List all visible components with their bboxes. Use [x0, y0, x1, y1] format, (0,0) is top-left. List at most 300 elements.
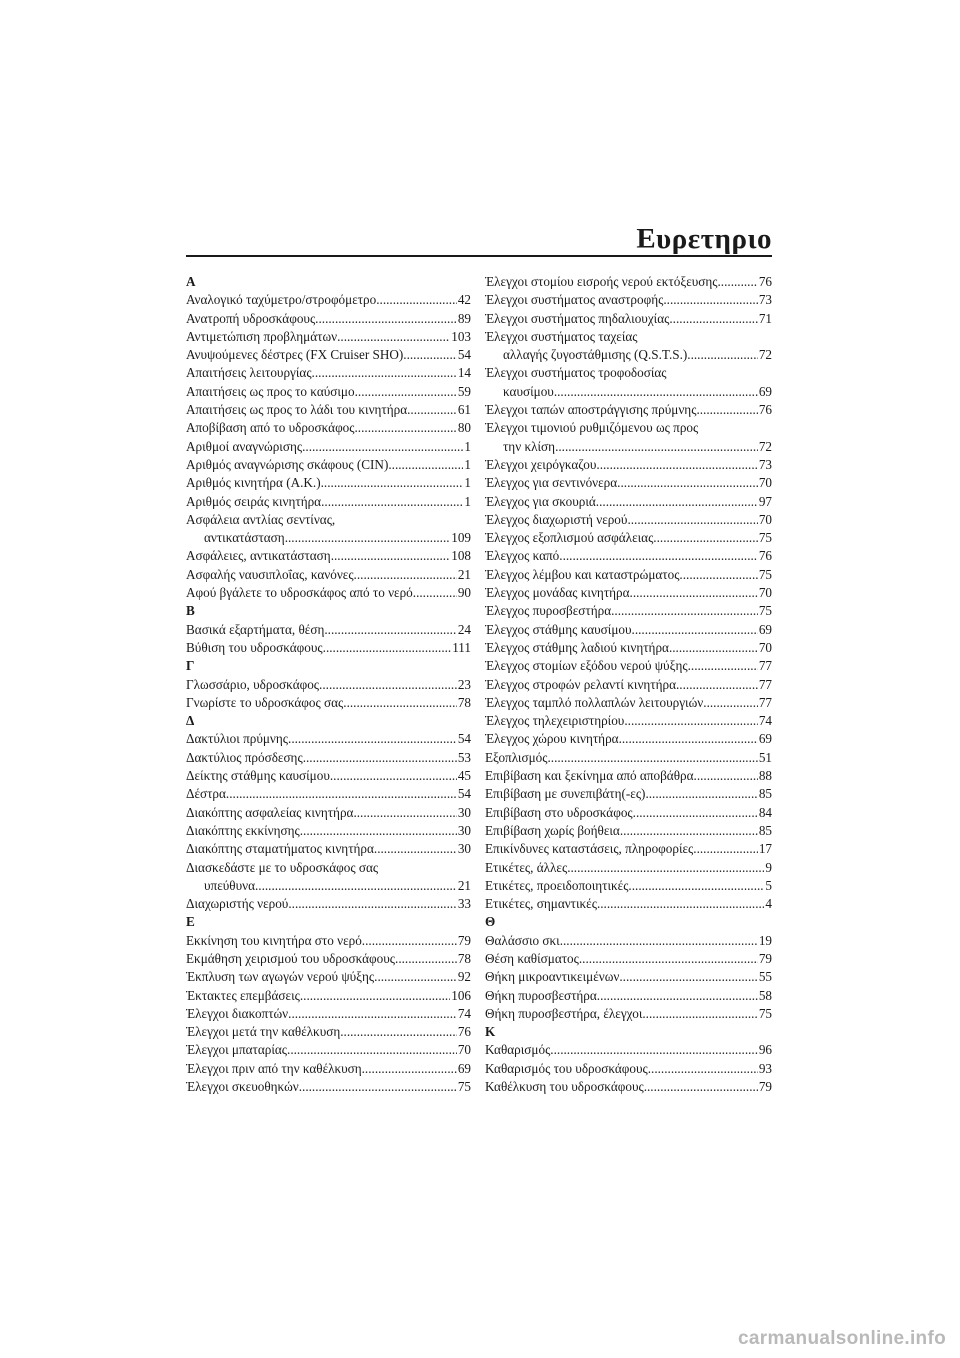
index-entry-text: Έλεγχοι χειρόγκαζου: [485, 456, 597, 472]
dot-leader: [303, 749, 457, 767]
dot-leader: [355, 383, 457, 401]
index-entry: [186, 639, 471, 657]
index-entry-text: Απαιτήσεις ως προς το καύσιμο: [186, 383, 355, 399]
page-number: 93: [758, 1060, 772, 1076]
dot-leader: [560, 932, 758, 950]
index-entry-text: Έλεγχος διαχωριστή νερού: [485, 511, 628, 527]
index-entry-text: Έλεγχοι συστήματος πηδαλιουχίας: [485, 310, 670, 326]
index-entry: [485, 859, 772, 877]
page-number: 73: [758, 456, 772, 472]
page-number: 59: [457, 383, 471, 399]
dot-leader: [321, 474, 464, 492]
index-entry-text: Έλεγχος για σεντινόνερα: [485, 475, 618, 491]
page-number: 109: [451, 530, 471, 546]
dot-leader: [611, 602, 758, 620]
index-entry-text: Δακτύλιος πρόσδεσης: [186, 749, 303, 765]
index-entry-text: Επιβίβαση με συνεπιβάτη(-ες): [485, 786, 646, 802]
index-entry-text: Ανατροπή υδροσκάφους: [186, 310, 316, 326]
dot-leader: [688, 657, 758, 675]
dot-leader: [374, 840, 457, 858]
index-entry-text: υπεύθυνα: [204, 877, 255, 893]
index-entry: [186, 456, 471, 474]
index-entry: [186, 584, 471, 602]
page-number: 76: [457, 1024, 471, 1040]
index-entry-text: Αναλογικό ταχύμετρο/στροφόμετρο: [186, 292, 377, 308]
page-number: 75: [758, 1005, 772, 1021]
index-entry: [485, 840, 772, 858]
dot-leader: [632, 621, 758, 639]
page-number: 72: [758, 438, 772, 454]
page-number: 21: [457, 877, 471, 893]
page-number: 106: [451, 987, 471, 1003]
index-entry-text: Έκτακτες επεμβάσεις: [186, 987, 300, 1003]
index-entry-text: Θήκη μικροαντικειμένων: [485, 969, 620, 985]
index-entry-text: Έλεγχοι μπαταρίας: [186, 1042, 288, 1058]
index-entry-text: Αριθμός σειράς κινητήρα: [186, 493, 322, 509]
index-entry-text: Αριθμός κινητήρα (Α.Κ.): [186, 475, 321, 491]
page-number: 79: [758, 1079, 772, 1095]
index-entry-text: Έλεγχος για σκουριά: [485, 493, 596, 509]
page-number: 72: [758, 347, 772, 363]
index-entry: [485, 1060, 772, 1078]
dot-leader: [669, 310, 757, 328]
index-entry-text: Απαιτήσεις ως προς το λάδι του κινητήρα: [186, 402, 408, 418]
index-entry-text: Εξοπλισμός: [485, 749, 548, 765]
index-entry: [186, 621, 471, 639]
index-entry-text: Ετικέτες, σημαντικές: [485, 896, 597, 912]
dot-leader: [407, 401, 457, 419]
page-number: 77: [758, 676, 772, 692]
index-entry: [186, 566, 471, 584]
index-entry-text: Έλεγχος πυροσβεστήρα: [485, 603, 612, 619]
index-entry-text: Αφού βγάλετε το υδροσκάφος από το νερό: [186, 585, 413, 601]
index-entry-text: Β: [186, 603, 195, 619]
index-entry-text: Έλεγχος στάθμης καυσίμου: [485, 621, 632, 637]
dot-leader: [597, 987, 758, 1005]
dot-leader: [321, 493, 463, 511]
index-entry-text: Κ: [485, 1024, 496, 1040]
index-entry-text: Θέση καθίσματος: [485, 950, 579, 966]
page-number: 69: [457, 1060, 471, 1076]
page-number: 9: [765, 859, 772, 875]
page-number: 70: [758, 639, 772, 655]
page-number: 23: [457, 676, 471, 692]
index-entry: [485, 584, 772, 602]
dot-leader: [340, 1023, 457, 1041]
index-entry: [485, 1041, 772, 1059]
index-entry-text: Καθέλκυση του υδροσκάφους: [485, 1079, 644, 1095]
dot-leader: [288, 730, 457, 748]
index-entry: [485, 895, 772, 913]
dot-leader: [299, 1078, 457, 1096]
dot-leader: [554, 383, 758, 401]
index-entry: [485, 657, 772, 675]
page-number: 90: [457, 585, 471, 601]
index-entry-text: Έλεγχοι τιμονιού ρυθμιζόμενου ως προς: [485, 420, 699, 436]
page-number: 76: [758, 274, 772, 289]
index-entry: [186, 364, 471, 382]
index-entry: [485, 456, 772, 474]
dot-leader: [597, 895, 764, 913]
page-number: 4: [765, 896, 772, 912]
index-entry: [485, 676, 772, 694]
page-number: 17: [758, 841, 772, 857]
page-number: 78: [457, 950, 471, 966]
index-entry: [186, 1078, 471, 1096]
index-entry-text: Αποβίβαση από το υδροσκάφος: [186, 420, 355, 436]
dot-leader: [559, 547, 758, 565]
dot-leader: [644, 1078, 758, 1096]
index-entry: [186, 859, 471, 877]
index-entry-text: Διασκεδάστε με το υδροσκάφος σας: [186, 859, 379, 875]
dot-leader: [567, 859, 764, 877]
dot-leader: [285, 529, 451, 547]
index-entry-text: Θήκη πυροσβεστήρα: [485, 987, 597, 1003]
index-entry: [485, 712, 772, 730]
index-entry: [485, 438, 772, 456]
page-number: 45: [457, 768, 471, 784]
index-entry: [186, 1023, 471, 1041]
index-entry: [485, 346, 772, 364]
page-number: 85: [758, 786, 772, 802]
index-entry: [186, 932, 471, 950]
dot-leader: [645, 785, 757, 803]
dot-leader: [319, 676, 457, 694]
dot-leader: [653, 529, 758, 547]
index-entry-text: Έλεγχοι συστήματος τροφοδοσίας: [485, 365, 667, 381]
page-number: 75: [457, 1079, 471, 1095]
index-entry: [485, 932, 772, 950]
page-number: 54: [457, 731, 471, 747]
page-number: 76: [758, 548, 772, 564]
page-number: 69: [758, 731, 772, 747]
index-entry-text: Θαλάσσιο σκι: [485, 932, 560, 948]
page-number: 108: [451, 548, 471, 564]
section-letter: [186, 913, 471, 931]
page-number: 74: [457, 1005, 471, 1021]
index-entry: [485, 1005, 772, 1023]
dot-leader: [388, 456, 463, 474]
dot-leader: [693, 840, 758, 858]
page-number: 14: [457, 365, 471, 381]
index-entry: [485, 987, 772, 1005]
page-number: 33: [457, 896, 471, 912]
page-number: 1: [464, 493, 471, 509]
index-entry: [485, 730, 772, 748]
index-entry-text: Έλεγχος τηλεχειριστηρίου: [485, 713, 625, 729]
dot-leader: [630, 584, 758, 602]
dot-leader: [555, 438, 758, 456]
page-number: 84: [758, 804, 772, 820]
index-entry: [485, 529, 772, 547]
index-entry-text: Ε: [186, 914, 195, 930]
dot-leader: [547, 749, 757, 767]
page-number: 73: [758, 292, 772, 308]
index-entry: [485, 328, 772, 346]
page-number: 21: [457, 566, 471, 582]
dot-leader: [619, 968, 757, 986]
page-number: 80: [457, 420, 471, 436]
watermark-logo: carmanualsonline.info: [738, 1328, 946, 1349]
index-entry: [186, 511, 471, 529]
dot-leader: [628, 877, 764, 895]
dot-leader: [330, 767, 457, 785]
page-number: 1: [464, 456, 471, 472]
section-letter: [485, 913, 772, 931]
index-entry-text: Έλεγχος χώρου κινητήρα: [485, 731, 619, 747]
index-entry-text: Ανυψούμενες δέστρες (FX Cruiser SHO): [186, 347, 404, 363]
index-entry-text: Δέστρα: [186, 786, 226, 802]
index-entry: [186, 694, 471, 712]
index-entry-text: Έκπλυση των αγωγών νερού ψύξης: [186, 969, 375, 985]
dot-leader: [696, 401, 757, 419]
index-entry: [485, 822, 772, 840]
page-number: 70: [758, 475, 772, 491]
dot-leader: [413, 584, 457, 602]
index-entry-text: Έλεγχος ταμπλό πολλαπλών λειτουργιών: [485, 694, 704, 710]
index-entry-text: Βύθιση του υδροσκάφους: [186, 639, 323, 655]
dot-leader: [687, 346, 758, 364]
dot-leader: [337, 328, 450, 346]
index-entry-text: Διακόπτης ασφαλείας κινητήρα: [186, 804, 354, 820]
index-entry-text: Θ: [485, 914, 496, 930]
index-entry: [485, 749, 772, 767]
index-entry-text: Επικίνδυνες καταστάσεις, πληροφορίες: [485, 841, 694, 857]
page-number: 69: [758, 621, 772, 637]
index-entry-text: Έλεγχος καπό: [485, 548, 560, 564]
index-entry-text: Έλεγχοι ταπών αποστράγγισης πρύμνης: [485, 402, 697, 418]
section-letter: [186, 712, 471, 730]
index-entry: [485, 602, 772, 620]
index-entry: [485, 639, 772, 657]
index-entry-text: Έλεγχος στάθμης λαδιού κινητήρα: [485, 639, 669, 655]
page-number: 70: [758, 511, 772, 527]
page-number: 75: [758, 603, 772, 619]
index-entry-text: Καθαρισμός του υδροσκάφους: [485, 1060, 648, 1076]
page-number: 5: [765, 877, 772, 893]
index-entry: [186, 895, 471, 913]
index-entry-text: Έλεγχος μονάδας κινητήρα: [485, 585, 630, 601]
page-number: 75: [758, 566, 772, 582]
index-entry-text: Ετικέτες, προειδοποιητικές: [485, 877, 629, 893]
dot-leader: [703, 694, 758, 712]
page-number: 71: [758, 310, 772, 326]
index-entry: [186, 474, 471, 492]
page-number: 51: [758, 749, 772, 765]
index-entry: [186, 877, 471, 895]
index-entry: [186, 1005, 471, 1023]
dot-leader: [627, 511, 757, 529]
index-entry: [186, 676, 471, 694]
dot-leader: [255, 877, 457, 895]
index-entry: [485, 493, 772, 511]
index-entry-text: Έλεγχος στομίων εξόδου νερού ψύξης: [485, 658, 688, 674]
index-entry: [485, 547, 772, 565]
index-entry-text: Θήκη πυροσβεστήρα, έλεγχοι: [485, 1005, 643, 1021]
index-entry-text: Εκκίνηση του κινητήρα στο νερό: [186, 932, 362, 948]
index-entry: [485, 877, 772, 895]
index-entry-text: Αντιμετώπιση προβλημάτων: [186, 328, 338, 344]
index-entry-text: Διακόπτης εκκίνησης: [186, 822, 300, 838]
index-entry-text: Έλεγχοι συστήματος αναστροφής: [485, 292, 664, 308]
page-number: 70: [758, 585, 772, 601]
index-entry: [485, 364, 772, 382]
page-number: 79: [457, 932, 471, 948]
dot-leader: [596, 456, 757, 474]
index-entry-text: Εκμάθηση χειρισμού του υδροσκάφους: [186, 950, 396, 966]
dot-leader: [300, 822, 457, 840]
page-number: 1: [464, 438, 471, 454]
index-entry: [485, 291, 772, 309]
index-entry-text: αλλαγής ζυγοστάθμισης (Q.S.T.S.): [503, 347, 688, 363]
index-entry-text: Διαχωριστής νερού: [186, 896, 289, 912]
index-entry: [186, 950, 471, 968]
index-entry-text: Ασφάλειες, αντικατάσταση: [186, 548, 331, 564]
index-entry-text: Έλεγχοι στομίου εισροής νερού εκτόξευσης: [485, 274, 718, 289]
page-number: 77: [758, 658, 772, 674]
index-entry: [485, 694, 772, 712]
dot-leader: [362, 932, 457, 950]
page-number: 77: [758, 694, 772, 710]
dot-leader: [669, 639, 758, 657]
index-column-right: [485, 273, 772, 1096]
index-entry-text: Έλεγχοι διακοπτών: [186, 1005, 289, 1021]
index-entry-text: Έλεγχοι σκευοθηκών: [186, 1079, 299, 1095]
dot-leader: [331, 547, 451, 565]
page-number: 53: [457, 749, 471, 765]
dot-leader: [302, 438, 463, 456]
page-number: 54: [457, 347, 471, 363]
dot-leader: [300, 987, 450, 1005]
index-entry-text: Καθαρισμός: [485, 1042, 551, 1058]
page-number: 70: [457, 1042, 471, 1058]
dot-leader: [718, 273, 758, 291]
dot-leader: [619, 730, 758, 748]
page-number: 103: [451, 328, 471, 344]
index-entry: [485, 273, 772, 291]
index-entry-text: Δ: [186, 713, 195, 729]
index-entry: [186, 401, 471, 419]
index-entry-text: Γ: [186, 658, 195, 674]
index-entry: [186, 749, 471, 767]
index-entry: [186, 767, 471, 785]
dot-leader: [395, 950, 457, 968]
index-entry-text: Ασφαλής ναυσιπλοΐας, κανόνες: [186, 566, 354, 582]
page-number: 111: [452, 639, 471, 655]
index-entry: [485, 1078, 772, 1096]
page-number: 55: [758, 969, 772, 985]
index-entry-text: αντικατάσταση: [204, 530, 285, 546]
index-entry: [186, 547, 471, 565]
dot-leader: [376, 291, 457, 309]
index-entry: [186, 840, 471, 858]
index-entry-text: την κλίση: [503, 438, 556, 454]
index-entry-text: Έλεγχοι πριν από την καθέλκυση: [186, 1060, 362, 1076]
index-entry-text: Έλεγχος λέμβου και καταστρώματος: [485, 566, 680, 582]
index-entry: [485, 383, 772, 401]
index-entry: [186, 804, 471, 822]
dot-leader: [403, 346, 457, 364]
index-entry: [186, 438, 471, 456]
dot-leader: [676, 676, 758, 694]
page-number: 1: [464, 475, 471, 491]
page-number: 19: [758, 932, 772, 948]
index-entry: [485, 474, 772, 492]
page-number: 89: [457, 310, 471, 326]
page-number: 97: [758, 493, 772, 509]
page-number: 24: [457, 621, 471, 637]
index-entry-text: Ετικέτες, άλλες: [485, 859, 568, 875]
index-entry: [186, 785, 471, 803]
index-entry: [186, 968, 471, 986]
section-letter: [485, 1023, 772, 1041]
dot-leader: [620, 822, 758, 840]
index-entry: [186, 346, 471, 364]
page-number: 79: [758, 950, 772, 966]
dot-leader: [362, 1060, 457, 1078]
index-entry-text: Βασικά εξαρτήματα, θέση: [186, 621, 325, 637]
page-number: 76: [758, 402, 772, 418]
index-entry: [186, 291, 471, 309]
index-entry: [186, 328, 471, 346]
index-entry-text: Δακτύλιοι πρύμνης: [186, 731, 289, 747]
index-entry-text: Έλεγχοι συστήματος ταχείας: [485, 328, 638, 344]
index-entry-text: καυσίμου: [503, 383, 554, 399]
index-entry-text: Απαιτήσεις λειτουργίας: [186, 365, 312, 381]
index-entry: [485, 968, 772, 986]
index-entry-text: Αριθμός αναγνώρισης σκάφους (CIN): [186, 456, 389, 472]
dot-leader: [226, 785, 457, 803]
page-number: 30: [457, 841, 471, 857]
page-number: 78: [457, 694, 471, 710]
index-entry: [485, 785, 772, 803]
index-entry: [485, 950, 772, 968]
dot-leader: [312, 364, 457, 382]
index-entry: [485, 511, 772, 529]
page-number: 30: [457, 822, 471, 838]
index-entry-text: Έλεγχος εξοπλισμού ασφάλειας: [485, 530, 654, 546]
dot-leader: [596, 493, 758, 511]
index-entry: [186, 419, 471, 437]
index-entry-text: Α: [186, 274, 196, 289]
index-entry: [485, 566, 772, 584]
index-entry: [186, 529, 471, 547]
dot-leader: [642, 1005, 757, 1023]
index-entry: [186, 1060, 471, 1078]
page-number: 42: [457, 292, 471, 308]
dot-leader: [288, 895, 456, 913]
dot-leader: [624, 712, 757, 730]
dot-leader: [374, 968, 457, 986]
dot-leader: [648, 1060, 758, 1078]
dot-leader: [323, 639, 452, 657]
section-letter: [186, 657, 471, 675]
index-entry-text: Αριθμοί αναγνώρισης: [186, 438, 303, 454]
index-entry-text: Επιβίβαση χωρίς βοήθεια: [485, 822, 620, 838]
dot-leader: [633, 804, 758, 822]
page-number: 96: [758, 1042, 772, 1058]
page-number: 58: [758, 987, 772, 1003]
index-entry: [485, 767, 772, 785]
dot-leader: [579, 950, 758, 968]
index-entry-text: Γνωρίστε το υδροσκάφος σας: [186, 694, 344, 710]
dot-leader: [288, 1005, 457, 1023]
page-number: 85: [758, 822, 772, 838]
page-number: 88: [758, 768, 772, 784]
index-entry-text: Δείκτης στάθμης καυσίμου: [186, 768, 330, 784]
index-entry: [485, 310, 772, 328]
page-number: 69: [758, 383, 772, 399]
